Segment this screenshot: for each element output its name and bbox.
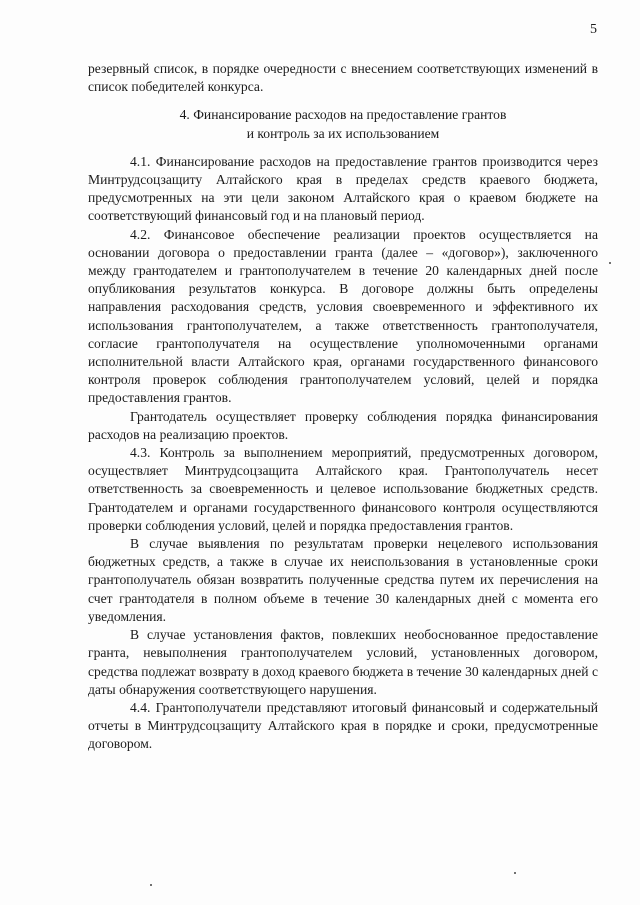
scan-speck <box>150 884 152 886</box>
paragraph-4-4: 4.4. Грантополучатели представляют итоговый финансовый и содержательный отчеты в Минтрудсоцзащиту Алтайского края в порядке и сроки, предусмотренные договором. <box>88 699 598 752</box>
paragraph-grantor-check: Грантодатель осуществляет проверку соблюдения порядка финансирования расходов на реализацию проектов. <box>88 408 598 442</box>
page-number: 5 <box>590 22 597 37</box>
paragraph-unjustified: В случае установления фактов, повлекших необоснованное предоставление гранта, невыполнения грантополучателем условий, установленных договором, средства подлежат возврату в доход краевого бюджета в течение 30 календарных дней с даты обнаружения соответствующего нарушения. <box>88 627 598 697</box>
paragraph-4-3: 4.3. Контроль за выполнением мероприятий, предусмотренных договором, осуществляет Минтрудсоцзащита Алтайского края. Грантополучатель несет ответственность за своевременность и целевое использование бюджетных средств. Грантодателем и органами государственного финансового контроля осуществляются проверки соблюдения условий, целей и порядка предоставления грантов. <box>88 445 598 533</box>
section-heading <box>88 106 598 142</box>
section-heading-line-1: 4. Финансирование расходов на предоставление грантов <box>179 107 507 123</box>
scan-speck <box>514 872 516 874</box>
intro-paragraph: резервный список, в порядке очередности с внесением соответствующих изменений в список победителей конкурса. <box>88 61 598 95</box>
paragraph-4-1: 4.1. Финансирование расходов на предоставление грантов производится через Минтрудсоцзащиту Алтайского края в пределах средств краевого бюджета, предусмотренных на эти цели законом Алтайского края о краевом бюджете на соответствующий финансовый год и на плановый период. <box>88 153 598 224</box>
scan-speck <box>609 262 611 264</box>
section-heading-line-2: и контроль за их использованием <box>246 125 440 141</box>
paragraph-misuse: В случае выявления по результатам проверки нецелевого использования бюджетных средств, а также в случае их неиспользования в установленные сроки грантополучатель обязан возвратить полученные средства путем их перечисления на счет грантодателя в полном объеме в течение 30 календарных дней с момента его уведомления. <box>88 536 598 624</box>
document-body <box>88 60 598 754</box>
paragraph-4-2: 4.2. Финансовое обеспечение реализации проектов осуществляется на основании договора о предоставлении гранта (далее – «договор»), заключенного между грантодателем и грантополучателем в течение 20 календарных дней после опубликования результатов конкурса. В договоре должны быть определены направления расходования средств, условия своевременного и эффективного их использования грантополучателем, а также ответственность грантополучателя, согласие грантополучателя на осуществление уполномоченными органами исполнительной власти Алтайского края, органами государственного финансового контроля проверок соблюдения грантополучателем условий, целей и порядка предоставления грантов. <box>88 226 598 406</box>
